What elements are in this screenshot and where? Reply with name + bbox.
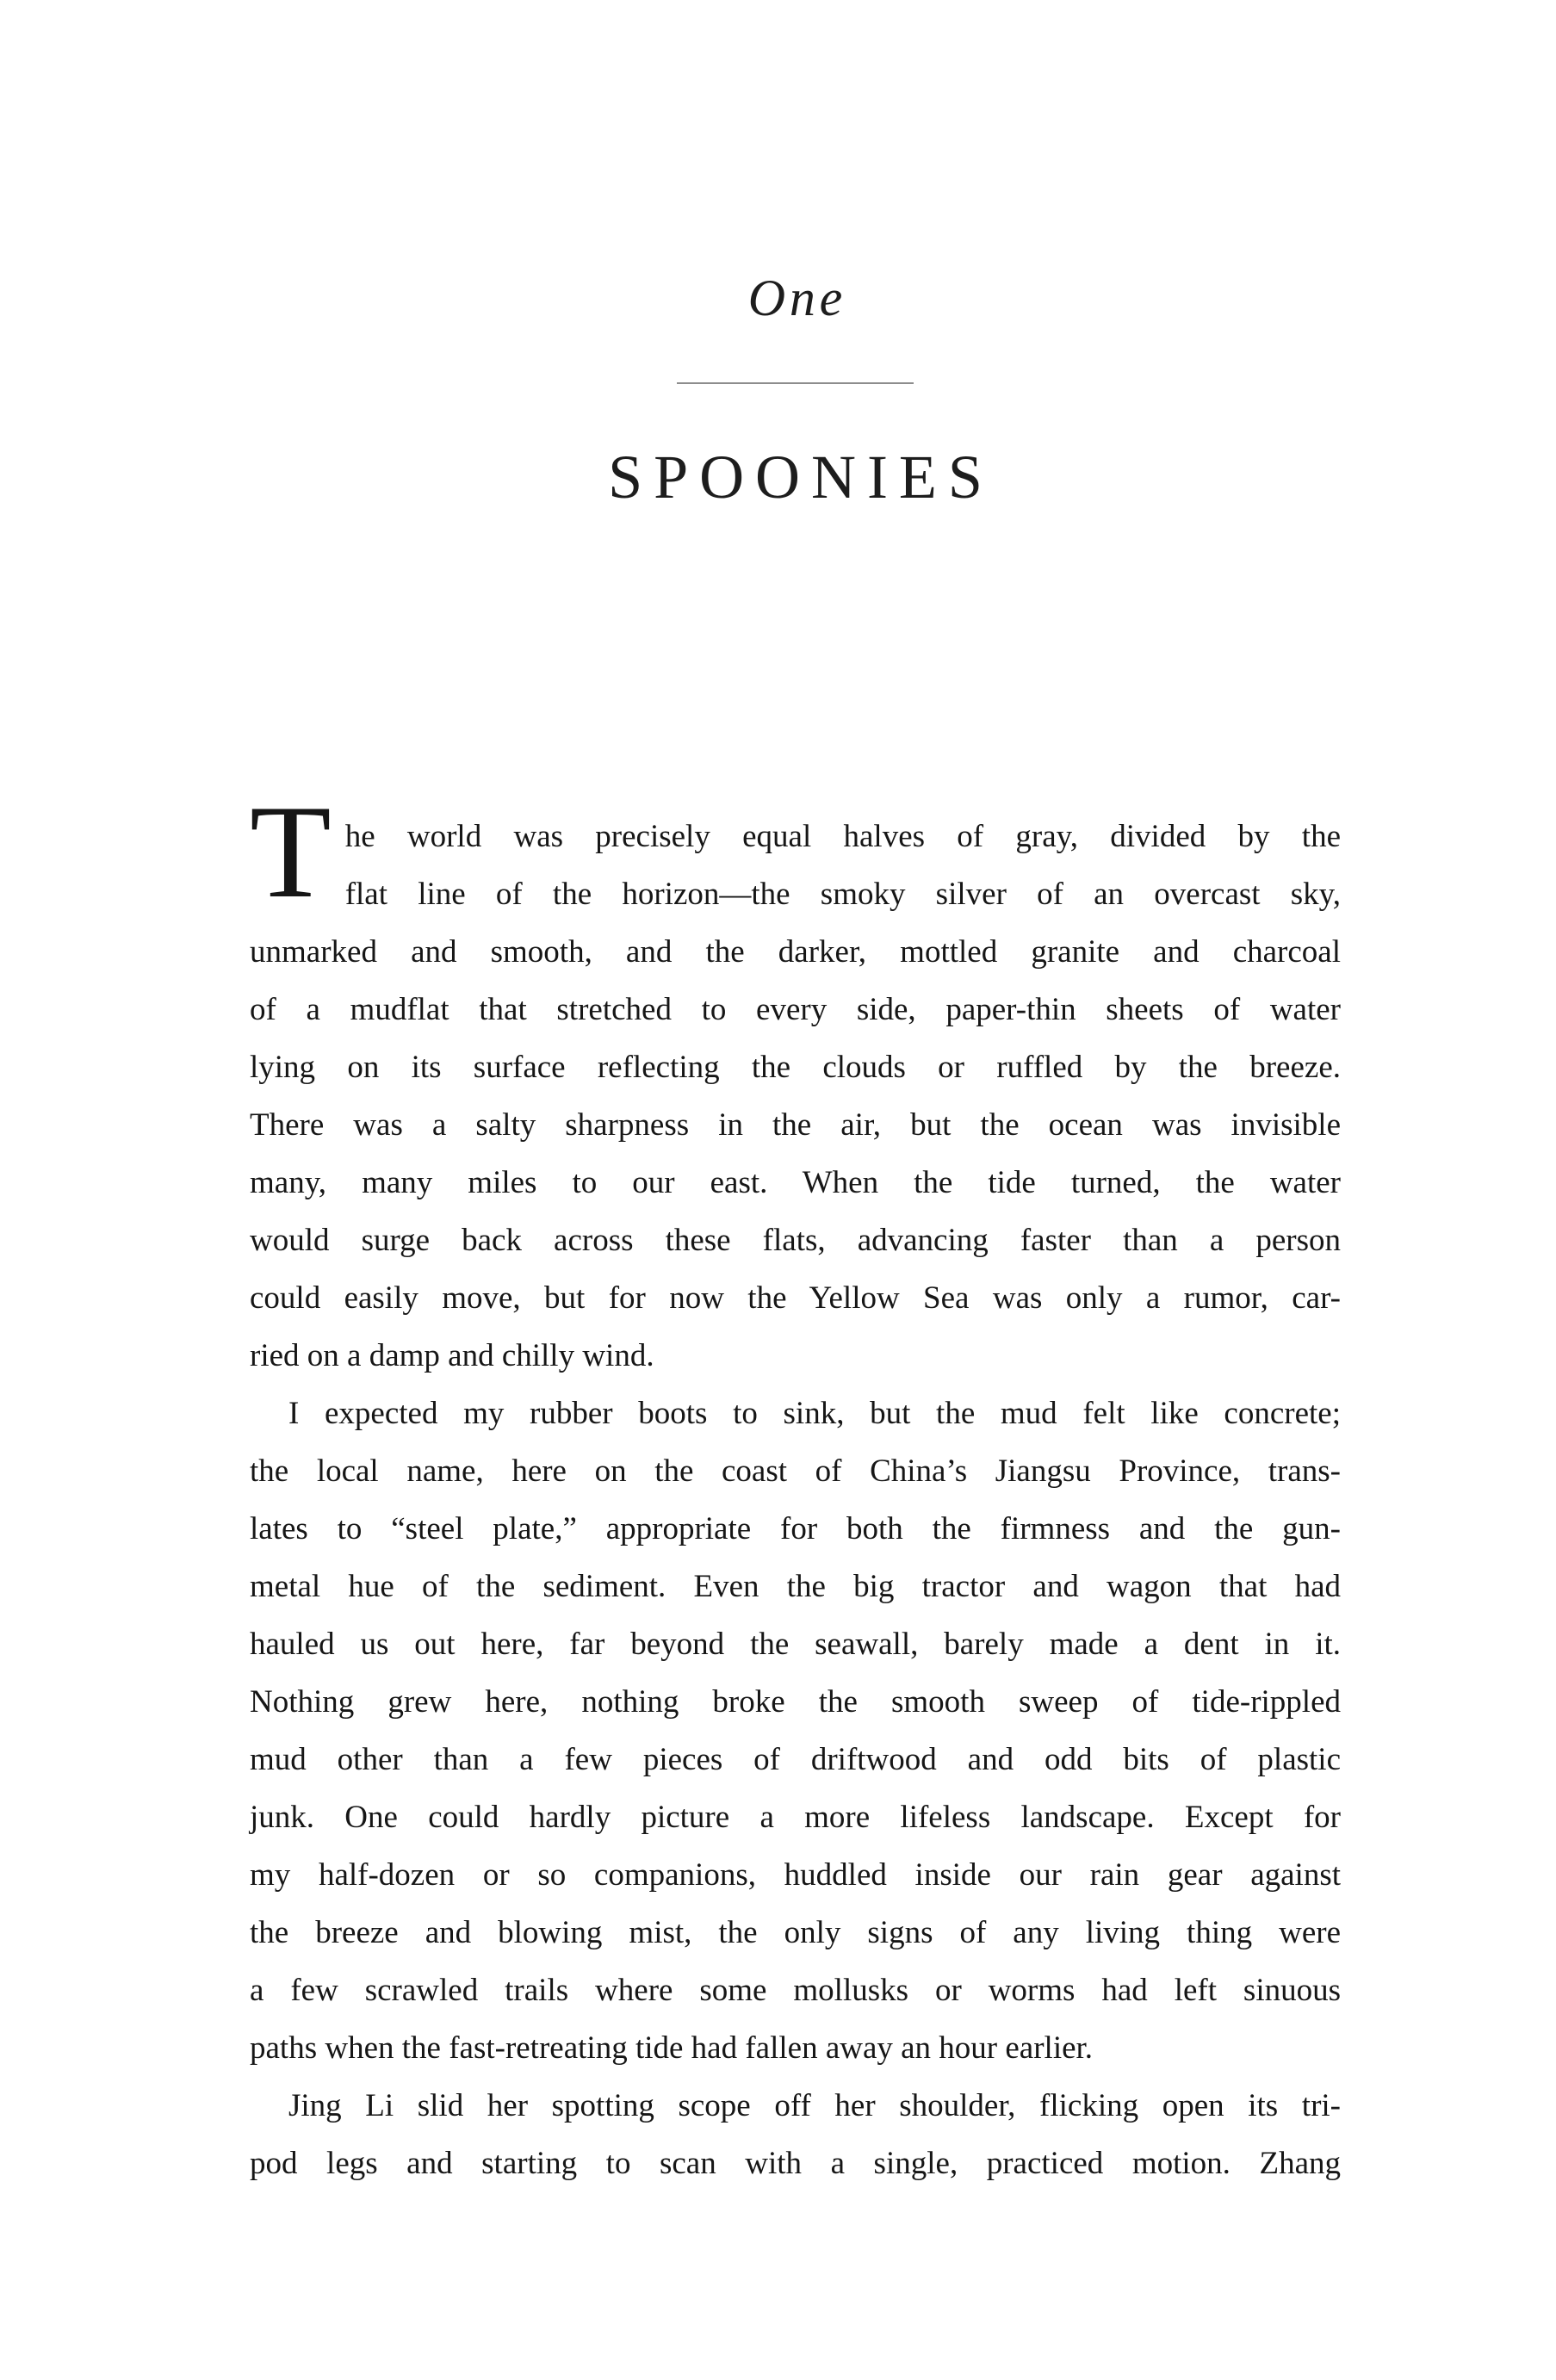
text-line: would surge back across these flats, advancing faster than a person [250, 1223, 1341, 1258]
text-line: the local name, here on the coast of China’s Jiangsu Province, trans- [250, 1453, 1341, 1489]
text-line: flat line of the horizon—the smoky silver of an overcast sky, [344, 877, 1341, 912]
text-line: my half-dozen or so companions, huddled inside our rain gear against [250, 1857, 1341, 1893]
text-line-content: he world was precisely equal halves of gray, divided by the [344, 819, 1341, 854]
text-line: Nothing grew here, nothing broke the smooth sweep of tide-rippled [250, 1684, 1341, 1720]
text-line: many, many miles to our east. When the tide turned, the water [250, 1165, 1341, 1200]
text-line: There was a salty sharpness in the air, but the ocean was invisible [250, 1107, 1341, 1143]
chapter-number: One [747, 270, 847, 326]
text-line: paths when the fast-retreating tide had fallen away an hour earlier. [250, 2030, 1094, 2066]
chapter-divider-rule [677, 382, 914, 384]
text-line: ried on a damp and chilly wind. [250, 1338, 654, 1373]
text-line: lates to “steel plate,” appropriate for both the firmness and the gun- [250, 1511, 1341, 1546]
drop-cap: T [250, 778, 332, 926]
text-line: the breeze and blowing mist, the only signs of any living thing were [250, 1915, 1341, 1950]
chapter-body [250, 778, 1341, 2192]
text-line: Jing Li slid her spotting scope off her shoulder, flicking open its tri- [288, 2088, 1341, 2123]
text-line: I expected my rubber boots to sink, but the mud felt like concrete; [288, 1396, 1341, 1431]
text-line: lying on its surface reflecting the clouds or ruffled by the breeze. [250, 1050, 1341, 1085]
text-line: hauled us out here, far beyond the seawall, barely made a dent in it. [250, 1627, 1341, 1662]
text-line: mud other than a few pieces of driftwood and odd bits of plastic [250, 1742, 1341, 1777]
text-line: of a mudflat that stretched to every side, paper-thin sheets of water [250, 992, 1341, 1027]
text-line: junk. One could hardly picture a more lifeless landscape. Except for [250, 1800, 1341, 1835]
text-line: a few scrawled trails where some mollusks or worms had left sinuous [250, 1973, 1341, 2008]
text-line: pod legs and starting to scan with a single, practiced motion. Zhang [250, 2146, 1341, 2181]
chapter-title: SPOONIES [608, 443, 994, 511]
text-line: metal hue of the sediment. Even the big tractor and wagon that had [250, 1569, 1341, 1604]
text-line: could easily move, but for now the Yellow Sea was only a rumor, car- [250, 1280, 1341, 1316]
text-line: unmarked and smooth, and the darker, mottled granite and charcoal [250, 934, 1341, 970]
